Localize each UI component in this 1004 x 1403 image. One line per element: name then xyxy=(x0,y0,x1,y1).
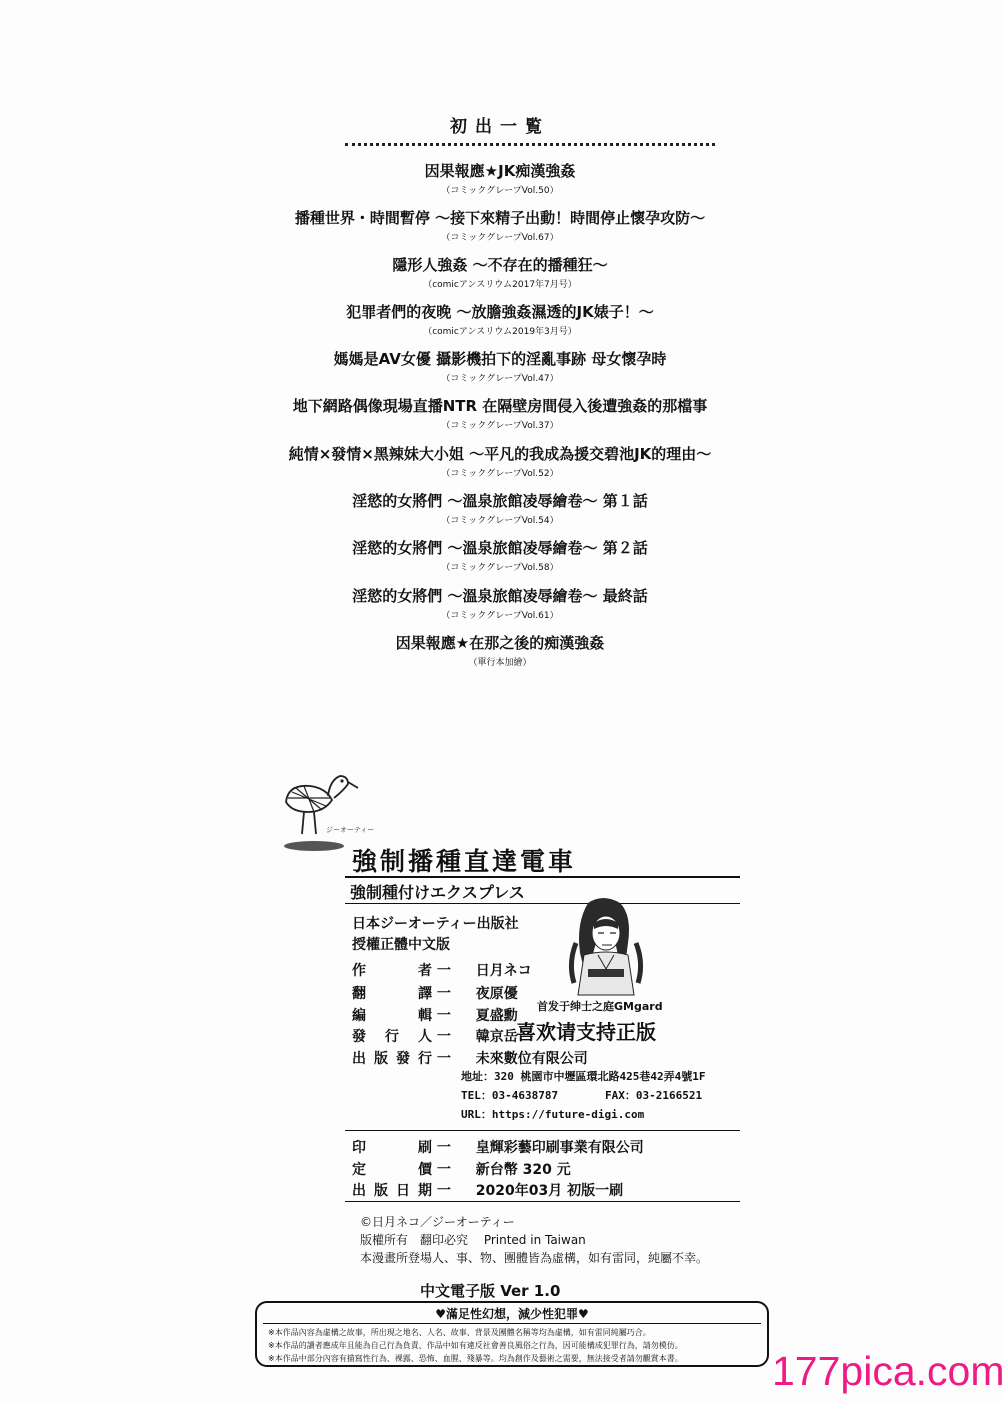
publisher-tel: TEL：03-4638787 xyxy=(461,1089,559,1102)
credit-date xyxy=(352,1180,623,1200)
list-heading: 初出一覧 xyxy=(450,117,550,137)
work-entry xyxy=(0,634,1000,669)
fiction-disclaimer: 本漫畫所登場人、事、物、團體皆為虛構，如有雷同，純屬不幸。 xyxy=(360,1251,709,1265)
work-entry xyxy=(0,162,1000,197)
character-illustration xyxy=(558,893,648,995)
work-title: 媽媽是AV女優 攝影機拍下的淫亂事跡 母女懷孕時 xyxy=(333,350,667,368)
credit-label: 發行人 xyxy=(352,1029,432,1045)
credit-value: 日月ネコ xyxy=(475,963,532,979)
notice-line: ※本作品內容為虛構之故事，所出現之地名、人名、故事、背景及團體名稱等均為虛構，如有雷同純屬巧合。 xyxy=(268,1328,651,1337)
work-title: 因果報應★在那之後的痴漢強姦 xyxy=(395,634,605,652)
work-source: （コミックグレープVol.37） xyxy=(441,421,559,431)
copyright-divider xyxy=(345,1201,740,1202)
logo-text: ジーオーティー xyxy=(326,826,375,834)
work-source: （コミックグレープVol.47） xyxy=(441,374,559,384)
work-entry xyxy=(0,256,1000,291)
credit-label: 印 刷 xyxy=(352,1140,432,1156)
bird-logo-icon xyxy=(268,762,375,852)
notice-heading: ♥滿足性幻想，減少性犯罪♥ xyxy=(435,1307,589,1321)
credit-label: 出版發行 xyxy=(352,1051,432,1067)
work-source: （コミックグレープVol.52） xyxy=(441,469,559,479)
credit-value: 夏盛勳 xyxy=(475,1008,518,1024)
print-divider xyxy=(345,1130,740,1131)
watermark-support: 喜欢请支持正版 xyxy=(516,1020,656,1044)
work-title: 淫慾的女將們 ～溫泉旅館凌辱繪卷～ 第１話 xyxy=(352,492,648,510)
credit-publishing-house xyxy=(352,1048,588,1068)
watermark-source: 首发于绅士之庭GMgard xyxy=(537,1000,663,1013)
work-source: （コミックグレープVol.58） xyxy=(441,563,559,573)
work-entry xyxy=(0,539,1000,574)
work-title: 淫慾的女將們 ～溫泉旅館凌辱繪卷～ 最終話 xyxy=(352,587,648,605)
work-entry xyxy=(0,492,1000,527)
work-source: （コミックグレープVol.61） xyxy=(441,611,559,621)
credit-value: 皇輝彩藝印刷事業有限公司 xyxy=(475,1140,644,1156)
work-title: 純情×發情×黑辣妹大小姐 ～平凡的我成為援交碧池JK的理由～ xyxy=(288,445,712,463)
rights-line: 版權所有 翻印必究 Printed in Taiwan xyxy=(360,1233,586,1247)
credit-dash: 一 xyxy=(436,1008,451,1024)
work-title: 因果報應★JK痴漢強姦 xyxy=(424,162,576,180)
dotted-divider xyxy=(345,143,715,146)
work-source: （comicアンスリウム2017年7月号） xyxy=(423,280,577,290)
credit-value: 2020年03月 初版一刷 xyxy=(475,1183,624,1199)
credit-label: 翻 譯 xyxy=(352,986,432,1002)
original-title: 強制種付けエクスプレス xyxy=(350,883,525,902)
work-source: （コミックグレープVol.67） xyxy=(441,233,559,243)
work-source: （comicアンスリウム2019年3月号） xyxy=(423,327,577,337)
work-source: （コミックグレープVol.50） xyxy=(441,186,559,196)
credit-printer xyxy=(352,1137,644,1157)
credit-dash: 一 xyxy=(436,986,451,1002)
work-entry xyxy=(0,397,1000,432)
site-watermark: 177pica.com xyxy=(772,1348,1004,1394)
credit-price xyxy=(352,1159,571,1179)
edition-label: 中文電子版 Ver 1.0 xyxy=(420,1282,561,1300)
work-entry xyxy=(0,209,1000,244)
credit-value: 新台幣 320 元 xyxy=(475,1162,571,1178)
credit-dash: 一 xyxy=(436,1029,451,1045)
copyright-line: ©日月ネコ／ジーオーティー xyxy=(360,1215,515,1229)
notice-line: ※本作品中部分內容有描寫性行為、裸露、恐怖、血腥、殘暴等。均為創作及藝術之需要，無法接受者請勿觀賞本書。 xyxy=(268,1354,683,1363)
license-note: 授權正體中文版 xyxy=(352,937,450,953)
publisher-fax: FAX：03-2166521 xyxy=(605,1089,703,1102)
credit-editor xyxy=(352,1005,518,1025)
credit-value: 韓京岳 xyxy=(475,1029,518,1045)
notice-divider xyxy=(263,1323,761,1324)
work-title: 地下網路偶像現場直播NTR 在隔壁房間侵入後遭強姦的那檔事 xyxy=(292,397,708,415)
work-entry xyxy=(0,445,1000,480)
work-title: 淫慾的女將們 ～溫泉旅館凌辱繪卷～ 第２話 xyxy=(352,539,648,557)
work-entry xyxy=(0,350,1000,385)
publisher-jp: 日本ジーオーティー出版社 xyxy=(352,916,519,932)
notice-line: ※本作品的讀者應成年且能為自己行為負責，作品中如有違反社會善良風俗之行為，因可能構成犯罪行為，請勿模仿。 xyxy=(268,1341,683,1350)
credit-dash: 一 xyxy=(436,1162,451,1178)
publisher-url: URL：https://future-digi.com xyxy=(461,1108,645,1121)
credit-label: 作 者 xyxy=(352,963,432,979)
credit-label: 編 輯 xyxy=(352,1008,432,1024)
credit-label: 出版日期 xyxy=(352,1183,432,1199)
work-source: （單行本加繪） xyxy=(468,658,532,668)
work-title: 犯罪者們的夜晚 ～放膽強姦濕透的JK婊子！～ xyxy=(346,303,654,321)
work-title: 播種世界・時間暫停 ～接下來精子出動！時間停止懷孕攻防～ xyxy=(294,209,706,227)
publisher-address: 地址：320 桃園市中壢區環北路425巷42弄4號1F xyxy=(461,1070,706,1083)
credit-dash: 一 xyxy=(436,1140,451,1156)
work-entry xyxy=(0,303,1000,338)
credit-value: 未來數位有限公司 xyxy=(475,1051,588,1067)
title-divider xyxy=(345,876,740,878)
credit-author xyxy=(352,960,532,980)
work-title: 隱形人強姦 ～不存在的播種狂～ xyxy=(392,256,608,274)
work-source: （コミックグレープVol.54） xyxy=(441,516,559,526)
credit-dash: 一 xyxy=(436,963,451,979)
work-entry xyxy=(0,587,1000,622)
subtitle-divider xyxy=(345,903,740,904)
credit-dash: 一 xyxy=(436,1051,451,1067)
credit-value: 夜原優 xyxy=(475,986,518,1002)
credit-publisher-person xyxy=(352,1026,518,1046)
credit-dash: 一 xyxy=(436,1183,451,1199)
book-title: 強制播種直達電車 xyxy=(352,847,577,876)
credit-label: 定 價 xyxy=(352,1162,432,1178)
credit-translator xyxy=(352,983,518,1003)
